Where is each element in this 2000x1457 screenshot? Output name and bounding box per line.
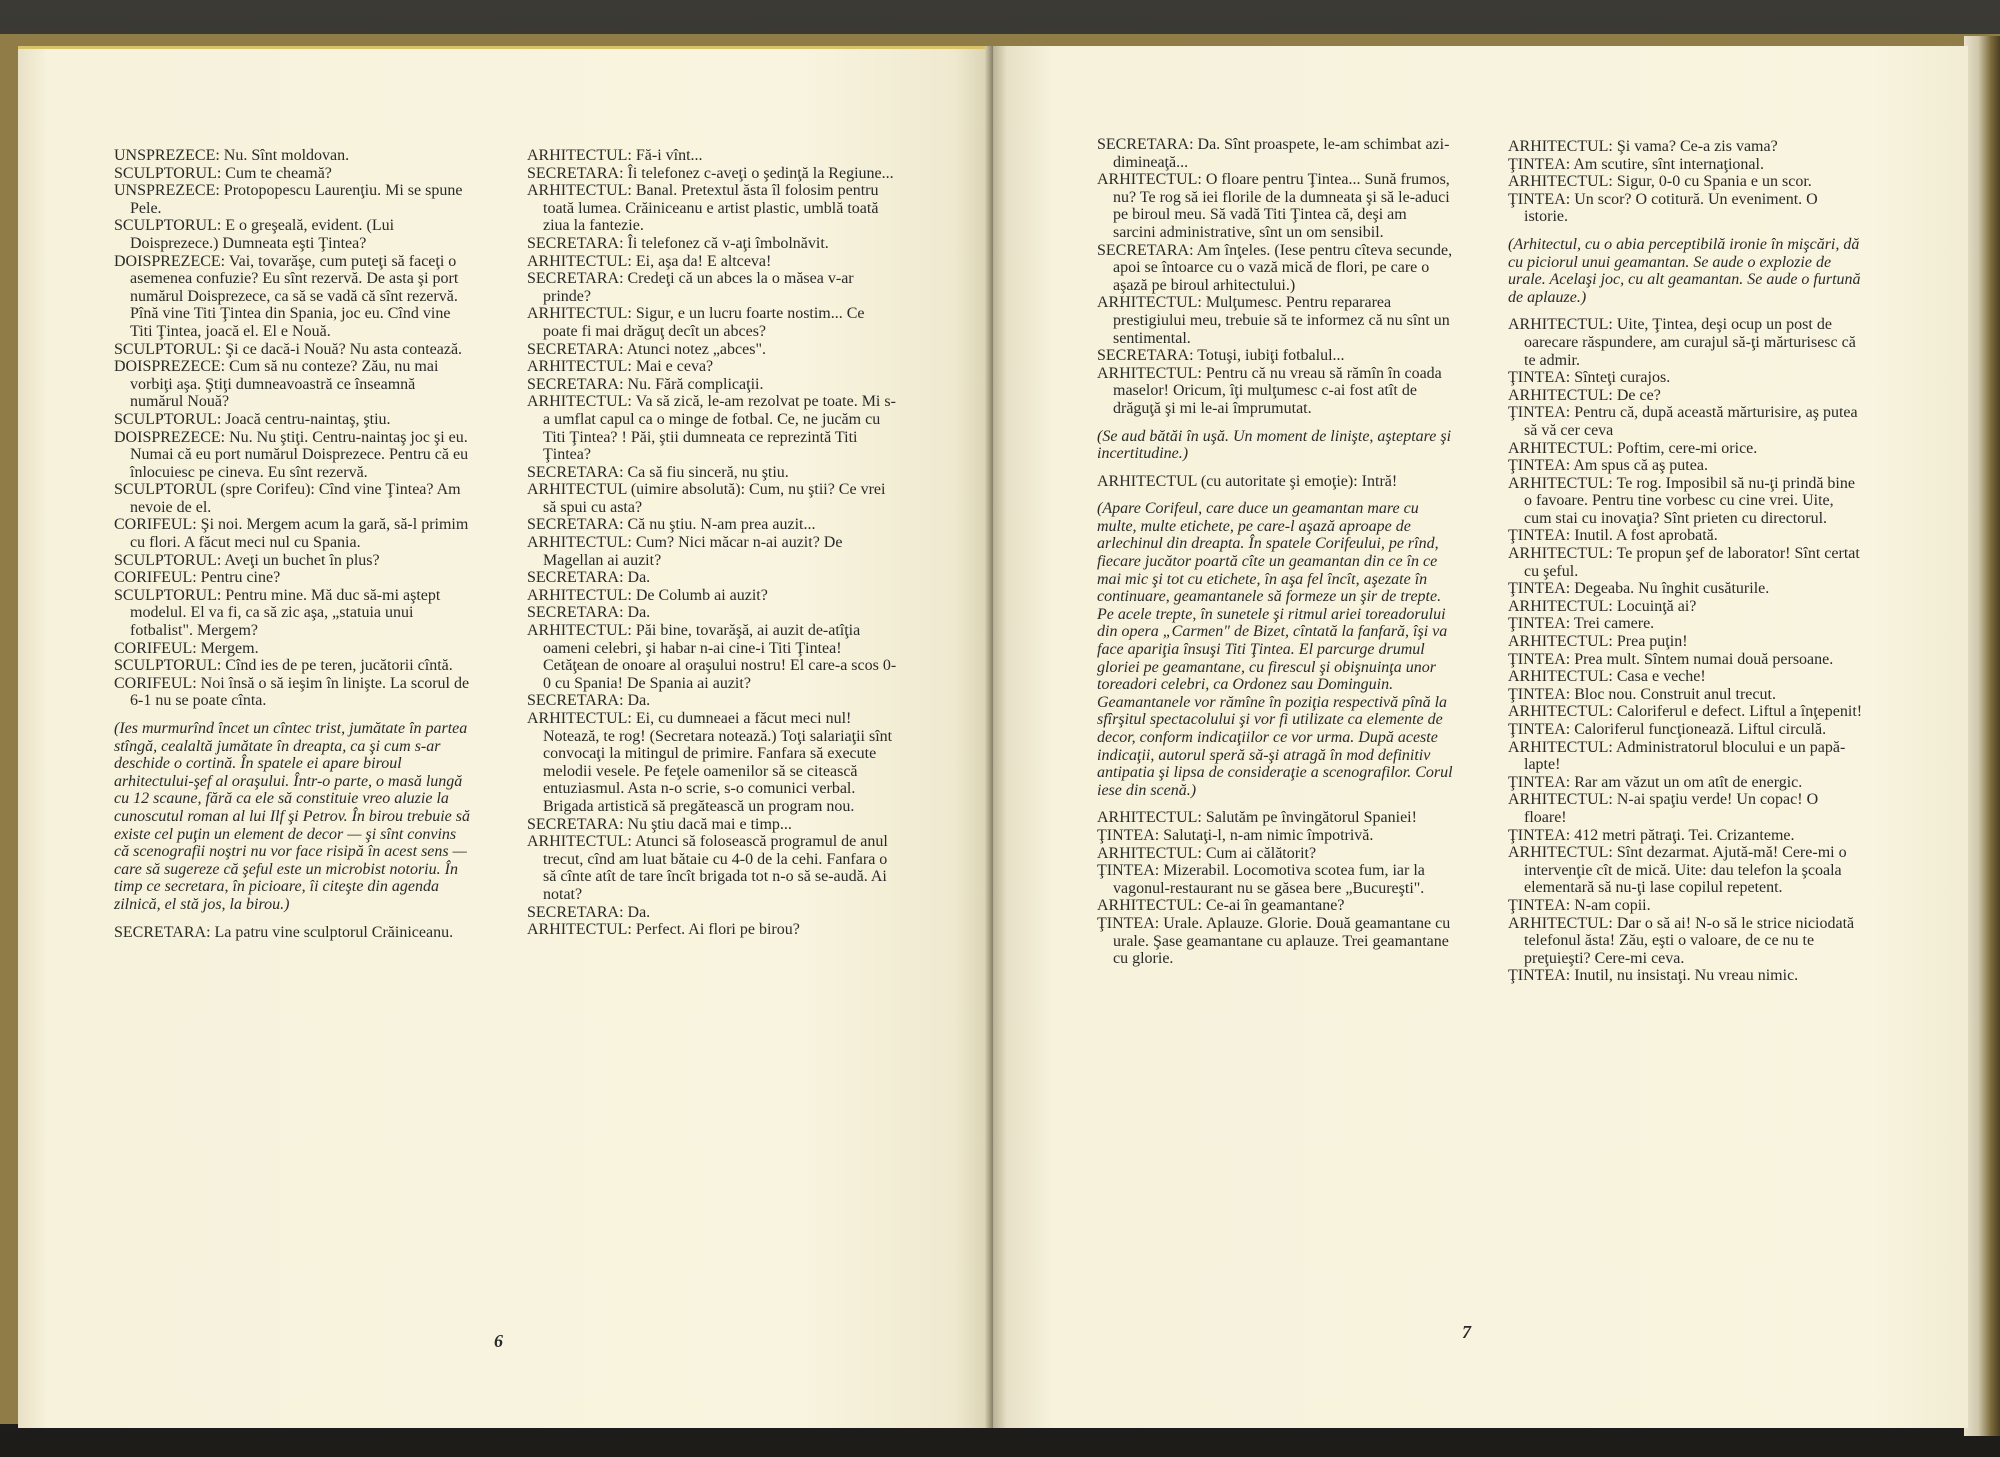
dialogue-line: DOISPREZECE: Cum să nu conteze? Zău, nu mai vorbiţi aşa. Ştiţi dumneavoastră ce înseamnă numărul Nouă? (114, 358, 439, 411)
page-number: 6 (494, 1331, 503, 1351)
dialogue-line: SECRETARA: Totuşi, iubiţi fotbalul... (1097, 347, 1345, 365)
dialogue-line: ŢINTEA: Sînteţi curajos. (1508, 369, 1671, 387)
dialogue-line: ARHITECTUL: Salutăm pe învingătorul Spaniei! (1097, 809, 1417, 827)
dialogue-line: ŢINTEA: Degeaba. Nu înghit cusăturile. (1508, 580, 1770, 598)
dialogue-line: SECRETARA: Da. Sînt proaspete, le-am schimbat azi-dimineaţă... (1097, 136, 1450, 171)
dialogue-line: DOISPREZECE: Vai, tovarăşe, cum puteţi să faceţi o asemenea confuzie? Eu sînt rezervă. De asta şi port numărul Doisprezece, ca să se vadă că sînt rezervă. Pînă vine Titi Ţintea din Spania, joc eu. Cînd vine Titi Ţintea, joacă el. El e Nouă. (114, 252, 459, 340)
dialogue-line: SECRETARA: Nu. Fără complicaţii. (527, 375, 764, 393)
dialogue-line: ARHITECTUL: Ce-ai în geamantane? (1097, 897, 1345, 915)
right-page-column-2 (1508, 138, 1864, 985)
dialogue-line: SECRETARA: Da. (527, 604, 651, 622)
dialogue-line: SCULPTORUL: Şi ce dacă-i Nouă? Nu asta contează. (114, 340, 463, 358)
left-page-column-2 (527, 147, 901, 939)
left-page (18, 46, 993, 1428)
dialogue-line: ARHITECTUL: Casa e veche! (1508, 668, 1706, 686)
dialogue-line: ARHITECTUL: Va să zică, le-am rezolvat pe toate. Mi s-a umflat capul ca o minge de fotbal. Ce, ne jucăm cu Titi Ţintea? ! Păi, ştii dumneata ce reprezintă Titi Ţintea? (527, 393, 896, 464)
dialogue-line: SECRETARA: Da. (527, 569, 651, 587)
dialogue-line: ARHITECTUL: O floare pentru Ţintea... Sună frumos, nu? Te rog să iei florile de la dumneata şi să le-aduci pe biroul meu. Să vadă Titi Ţintea că, deşi am sarcini administrative, sînt un om sensibil. (1097, 171, 1450, 241)
left-page-column-1 (114, 147, 470, 941)
dialogue-line: CORIFEUL: Şi noi. Mergem acum la gară, să-l primim cu flori. A făcut meci nul cu Spania. (114, 516, 469, 552)
dialogue-line: ARHITECTUL: De ce? (1508, 386, 1661, 404)
dialogue-line: SECRETARA: Nu ştiu dacă mai e timp... (527, 815, 792, 833)
dialogue-line: ŢINTEA: Caloriferul funcţionează. Liftul circulă. (1508, 721, 1827, 738)
dialogue-line: ARHITECTUL: Pentru că nu vreau să rămîn în coada maselor! Oricum, îţi mulţumesc c-ai fost atît de drăguţă şi mi le-ai împrumutat. (1097, 364, 1442, 417)
dialogue-line: ARHITECTUL: Atunci să folosească programul de anul trecut, cînd am luat bătaie cu 4-0 de la cehi. Fanfara o să cînte atît de tare încît brigada tot n-o să se-audă. Ai notat? (527, 833, 888, 903)
dialogue-line: SCULPTORUL: E o greşeală, evident. (Lui Doisprezece.) Dumneata eşti Ţintea? (114, 217, 395, 252)
dialogue-line: SECRETARA: Da. (527, 903, 651, 921)
stage-direction: (Apare Corifeul, care duce un geamantan mare cu multe, multe etichete, pe care-l aşază aproape de arlechinul din dreapta. În spatele Corifeului, pe rînd, fiecare jucător poartă cîte un geamantan din ce în ce mai mic şi tot cu etichete, în aşa fel încît, aşezate în continuare, geamantanele să formeze un şir de trepte. Pe acele trepte, în sunetele şi ritmul ariei toreadorului din opera „Carmen" de Bizet, cîntată la fanfară, îşi va face apariţia însuşi Titi Ţintea. El parcurge drumul gloriei pe geamantane, cu firescul şi obişnuinţa unor toreadori celebri, ca Ordonez sau Dominguin. Geamantanele vor rămîne în poziţia respectivă pînă la sfîrşitul spectacolului şi vor fi utilizate ca elemente de decor, conform indicaţiilor ce vor urma. După aceste indicaţii, autorul speră să-şi atragă în mod definitiv antipatia şi lipsa de consideraţie a scenografilor. Corul iese din scenă.) (1097, 500, 1453, 799)
page-edges (1964, 36, 2000, 1436)
dialogue-line: SCULPTORUL: Aveţi un buchet în plus? (114, 551, 380, 569)
dialogue-line: CORIFEUL: Pentru cine? (114, 569, 281, 587)
dialogue-line: UNSPREZECE: Nu. Sînt moldovan. (114, 147, 350, 164)
dialogue-line: SCULPTORUL: Cum te cheamă? (114, 164, 332, 182)
dialogue-line: ŢINTEA: N-am copii. (1508, 896, 1651, 914)
dialogue-line: ŢINTEA: Bloc nou. Construit anul trecut. (1508, 685, 1776, 703)
stage-direction: (Ies murmurînd încet un cîntec trist, jumătate în partea stîngă, cealaltă jumătate în dreapta, ca şi cum s-ar deschide o cortină. În spatele ei apare biroul arhitectului-şef al oraşului. Într-o parte, o masă lungă cu 12 scaune, fără ca ele să constituie vreo aluzie la cunoscutul roman al lui Ilf şi Petrov. În birou trebuie să existe cel puţin un element de decor — şi sînt convins că scenografii noştri nu vor face risipă în acest sens — care să sugereze că şeful este un microbist notoriu. În timp ce secretara, în picioare, îi citeşte din agenda zilnică, el stă jos, la birou.) (114, 720, 470, 913)
dialogue-line: ARHITECTUL: Te rog. Imposibil să nu-ţi prindă bine o favoare. Pentru tine vorbesc cu cine vrei. Uite, cum stai cu inovaţia? Sînt prieten cu directorul. (1508, 474, 1855, 527)
dialogue-line: ARHITECTUL: Te propun şef de laborator! Sînt certat cu şeful. (1508, 545, 1860, 580)
dialogue-line: SCULPTORUL: Joacă centru-naintaş, ştiu. (114, 410, 391, 428)
dialogue-line: ARHITECTUL: Sînt dezarmat. Ajută-mă! Cere-mi o intervenţie cît de mică. Uite: dau telefon la şcoala elementară să nu-ţi lase copilul repetent. (1508, 844, 1847, 897)
dialogue-line: ARHITECTUL: Mai e ceva? (527, 358, 714, 376)
dialogue-line: SECRETARA: Da. (527, 692, 651, 710)
dialogue-line: SECRETARA: Îi telefonez că v-aţi îmbolnăvit. (527, 234, 829, 252)
dialogue-line: ŢINTEA: Mizerabil. Locomotiva scotea fum, iar la vagonul-restaurant nu se găsea bere „Bucureşti". (1097, 862, 1425, 897)
dialogue-line: ŢINTEA: Am scutire, sînt internaţional. (1508, 155, 1764, 173)
dialogue-line: ARHITECTUL: Administratorul blocului e un papă-lapte! (1508, 738, 1846, 774)
dialogue-line: DOISPREZECE: Nu. Nu ştiţi. Centru-naintaş joc şi eu. Numai că eu port numărul Doisprezece. Pentru că eu înlocuiesc pe cineva. Eu sînt rezervă. (114, 428, 469, 481)
dialogue-line: SCULPTORUL (spre Corifeu): Cînd vine Ţintea? Am nevoie de el. (114, 481, 461, 516)
dialogue-line: SECRETARA: Am înţeles. (Iese pentru cîteva secunde, apoi se întoarce cu o vază mică de flori, pe care o aşază pe biroul arhitectului.) (1097, 241, 1453, 294)
stage-direction: (Arhitectul, cu o abia perceptibilă ironie în mişcări, dă cu piciorul unui geamantan. Se aude o explozie de urale. Acelaşi joc, cu alt geamantan. Se aude o furtună de aplauze.) (1508, 235, 1861, 306)
dialogue-line: ŢINTEA: Inutil. A fost aprobată. (1508, 527, 1718, 545)
dialogue-line: ARHITECTUL: Uite, Ţintea, deşi ocup un post de oarecare răspundere, am curajul să-ţi mărturisesc că te admir. (1508, 316, 1856, 369)
dialogue-line: ARHITECTUL: Fă-i vînt... (527, 147, 703, 164)
dialogue-line: ŢINTEA: Am spus că aş putea. (1508, 457, 1708, 475)
dialogue-line: ŢINTEA: Inutil, nu insistaţi. Nu vreau nimic. (1508, 967, 1799, 985)
dialogue-line: SECRETARA: Credeţi că un abces la o măsea v-ar prinde? (527, 270, 854, 305)
dialogue-line: ARHITECTUL: Poftim, cere-mi orice. (1508, 439, 1758, 457)
dialogue-line: ARHITECTUL: Sigur, 0-0 cu Spania e un scor. (1508, 173, 1812, 191)
dialogue-line: ŢINTEA: 412 metri pătraţi. Tei. Crizanteme. (1508, 826, 1795, 844)
dialogue-line: ŢINTEA: Urale. Aplauze. Glorie. Două geamantane cu urale. Şase geamantane cu aplauze. Trei geamantane cu glorie. (1097, 914, 1451, 968)
dialogue-line: ŢINTEA: Prea mult. Sîntem numai două persoane. (1508, 650, 1834, 668)
dialogue-line: ARHITECTUL: N-ai spaţiu verde! Un copac! O floare! (1508, 791, 1819, 826)
dialogue-line: ARHITECTUL (uimire absolută): Cum, nu ştii? Ce vrei să spui cu asta? (527, 481, 886, 516)
dialogue-line: UNSPREZECE: Protopopescu Laurenţiu. Mi se spune Pele. (114, 182, 463, 217)
dialogue-line: SECRETARA: Ca să fiu sinceră, nu ştiu. (527, 463, 789, 481)
dialogue-line: ARHITECTUL: Păi bine, tovarăşă, ai auzit de-atîţia oameni celebri, şi habar n-ai cine-i Titi Ţintea! Cetăţean de onoare al oraşului nostru! El care-a scos 0-0 cu Spania! De Spania ai auzit? (527, 622, 897, 692)
dialogue-line: ARHITECTUL: Dar o să ai! N-o să le strice niciodată telefonul ăsta! Zău, eşti o valoare, de ce nu te preţuieşti? Cere-mi ceva. (1508, 914, 1855, 967)
dialogue-line: ARHITECTUL: Perfect. Ai flori pe birou? (527, 921, 800, 939)
dialogue-line: ARHITECTUL: Prea puţin! (1508, 633, 1688, 651)
dialogue-line: ARHITECTUL: Sigur, e un lucru foarte nostim... Ce poate fi mai drăguţ decît un abces? (527, 305, 865, 340)
dialogue-line: ŢINTEA: Salutaţi-l, n-am nimic împotrivă. (1097, 826, 1374, 844)
dialogue-line: ARHITECTUL: Caloriferul e defect. Liftul a înţepenit! (1508, 703, 1863, 721)
dialogue-line: SECRETARA: Îi telefonez c-aveţi o şedinţă la Regiune... (527, 164, 894, 182)
dialogue-line: ŢINTEA: Rar am văzut un om atît de energic. (1508, 773, 1803, 791)
dialogue-line: SCULPTORUL: Pentru mine. Mă duc să-mi aştept modelul. El va fi, ca să zic aşa, „statuia unui fotbalist". Mergem? (114, 586, 441, 640)
dialogue-line: CORIFEUL: Noi însă o să ieşim în linişte. La scorul de 6-1 nu se poate cînta. (114, 674, 470, 710)
dialogue-line: ŢINTEA: Un scor? O cotitură. Un eveniment. O istorie. (1508, 190, 1818, 226)
dialogue-line: ARHITECTUL: Cum? Nici măcar n-ai auzit? De Magellan ai auzit? (527, 534, 843, 569)
dialogue-line: SCULPTORUL: Cînd ies de pe teren, jucătorii cîntă. (114, 657, 453, 675)
dialogue-line: SECRETARA: La patru vine sculptorul Crăiniceanu. (114, 923, 454, 941)
right-page (993, 46, 1968, 1428)
dialogue-line: ARHITECTUL: Mulţumesc. Pentru repararea prestigiului meu, trebuie să te informez că nu sînt un sentimental. (1097, 294, 1450, 347)
dialogue-line: SECRETARA: Că nu ştiu. N-am prea auzit... (527, 516, 816, 534)
dialogue-line: ARHITECTUL: Banal. Pretextul ăsta îl folosim pentru toată lumea. Crăiniceanu e artist plastic, umblă toată ziua la fantezie. (527, 182, 879, 235)
dialogue-line: ARHITECTUL: Şi vama? Ce-a zis vama? (1508, 138, 1778, 155)
dialogue-line: ARHITECTUL: Ei, cu dumneaei a făcut meci nul! Notează, te rog! (Secretara notează.) Toţi salariaţii sînt convocaţi la mitingul de primire. Fanfara să execute melodii vesele. Pe feţele oamenilor să se citească entuziasmul. Asta n-o scrie, s-o comunici verbal. Brigada artistică să pregătească un program nou. (527, 710, 893, 815)
dialogue-line: ARHITECTUL: Ei, aşa da! E altceva! (527, 252, 772, 270)
dialogue-line: SECRETARA: Atunci notez „abces". (527, 340, 766, 358)
dialogue-line: ŢINTEA: Trei camere. (1508, 615, 1655, 633)
dialogue-line: ŢINTEA: Pentru că, după această mărturisire, aş putea să vă cer ceva (1508, 404, 1858, 439)
stage-direction: (Se aud bătăi în uşă. Un moment de linişte, aşteptare şi incertitudine.) (1097, 427, 1452, 463)
right-page-column-1 (1097, 136, 1453, 968)
dialogue-line: ARHITECTUL (cu autoritate şi emoţie): Intră! (1097, 472, 1398, 490)
dialogue-line: ARHITECTUL: Locuinţă ai? (1508, 597, 1697, 615)
dialogue-line: ARHITECTUL: Cum ai călătorit? (1097, 844, 1317, 862)
page-number: 7 (1462, 1322, 1471, 1342)
dialogue-line: ARHITECTUL: De Columb ai auzit? (527, 586, 768, 604)
dialogue-line: CORIFEUL: Mergem. (114, 639, 259, 657)
